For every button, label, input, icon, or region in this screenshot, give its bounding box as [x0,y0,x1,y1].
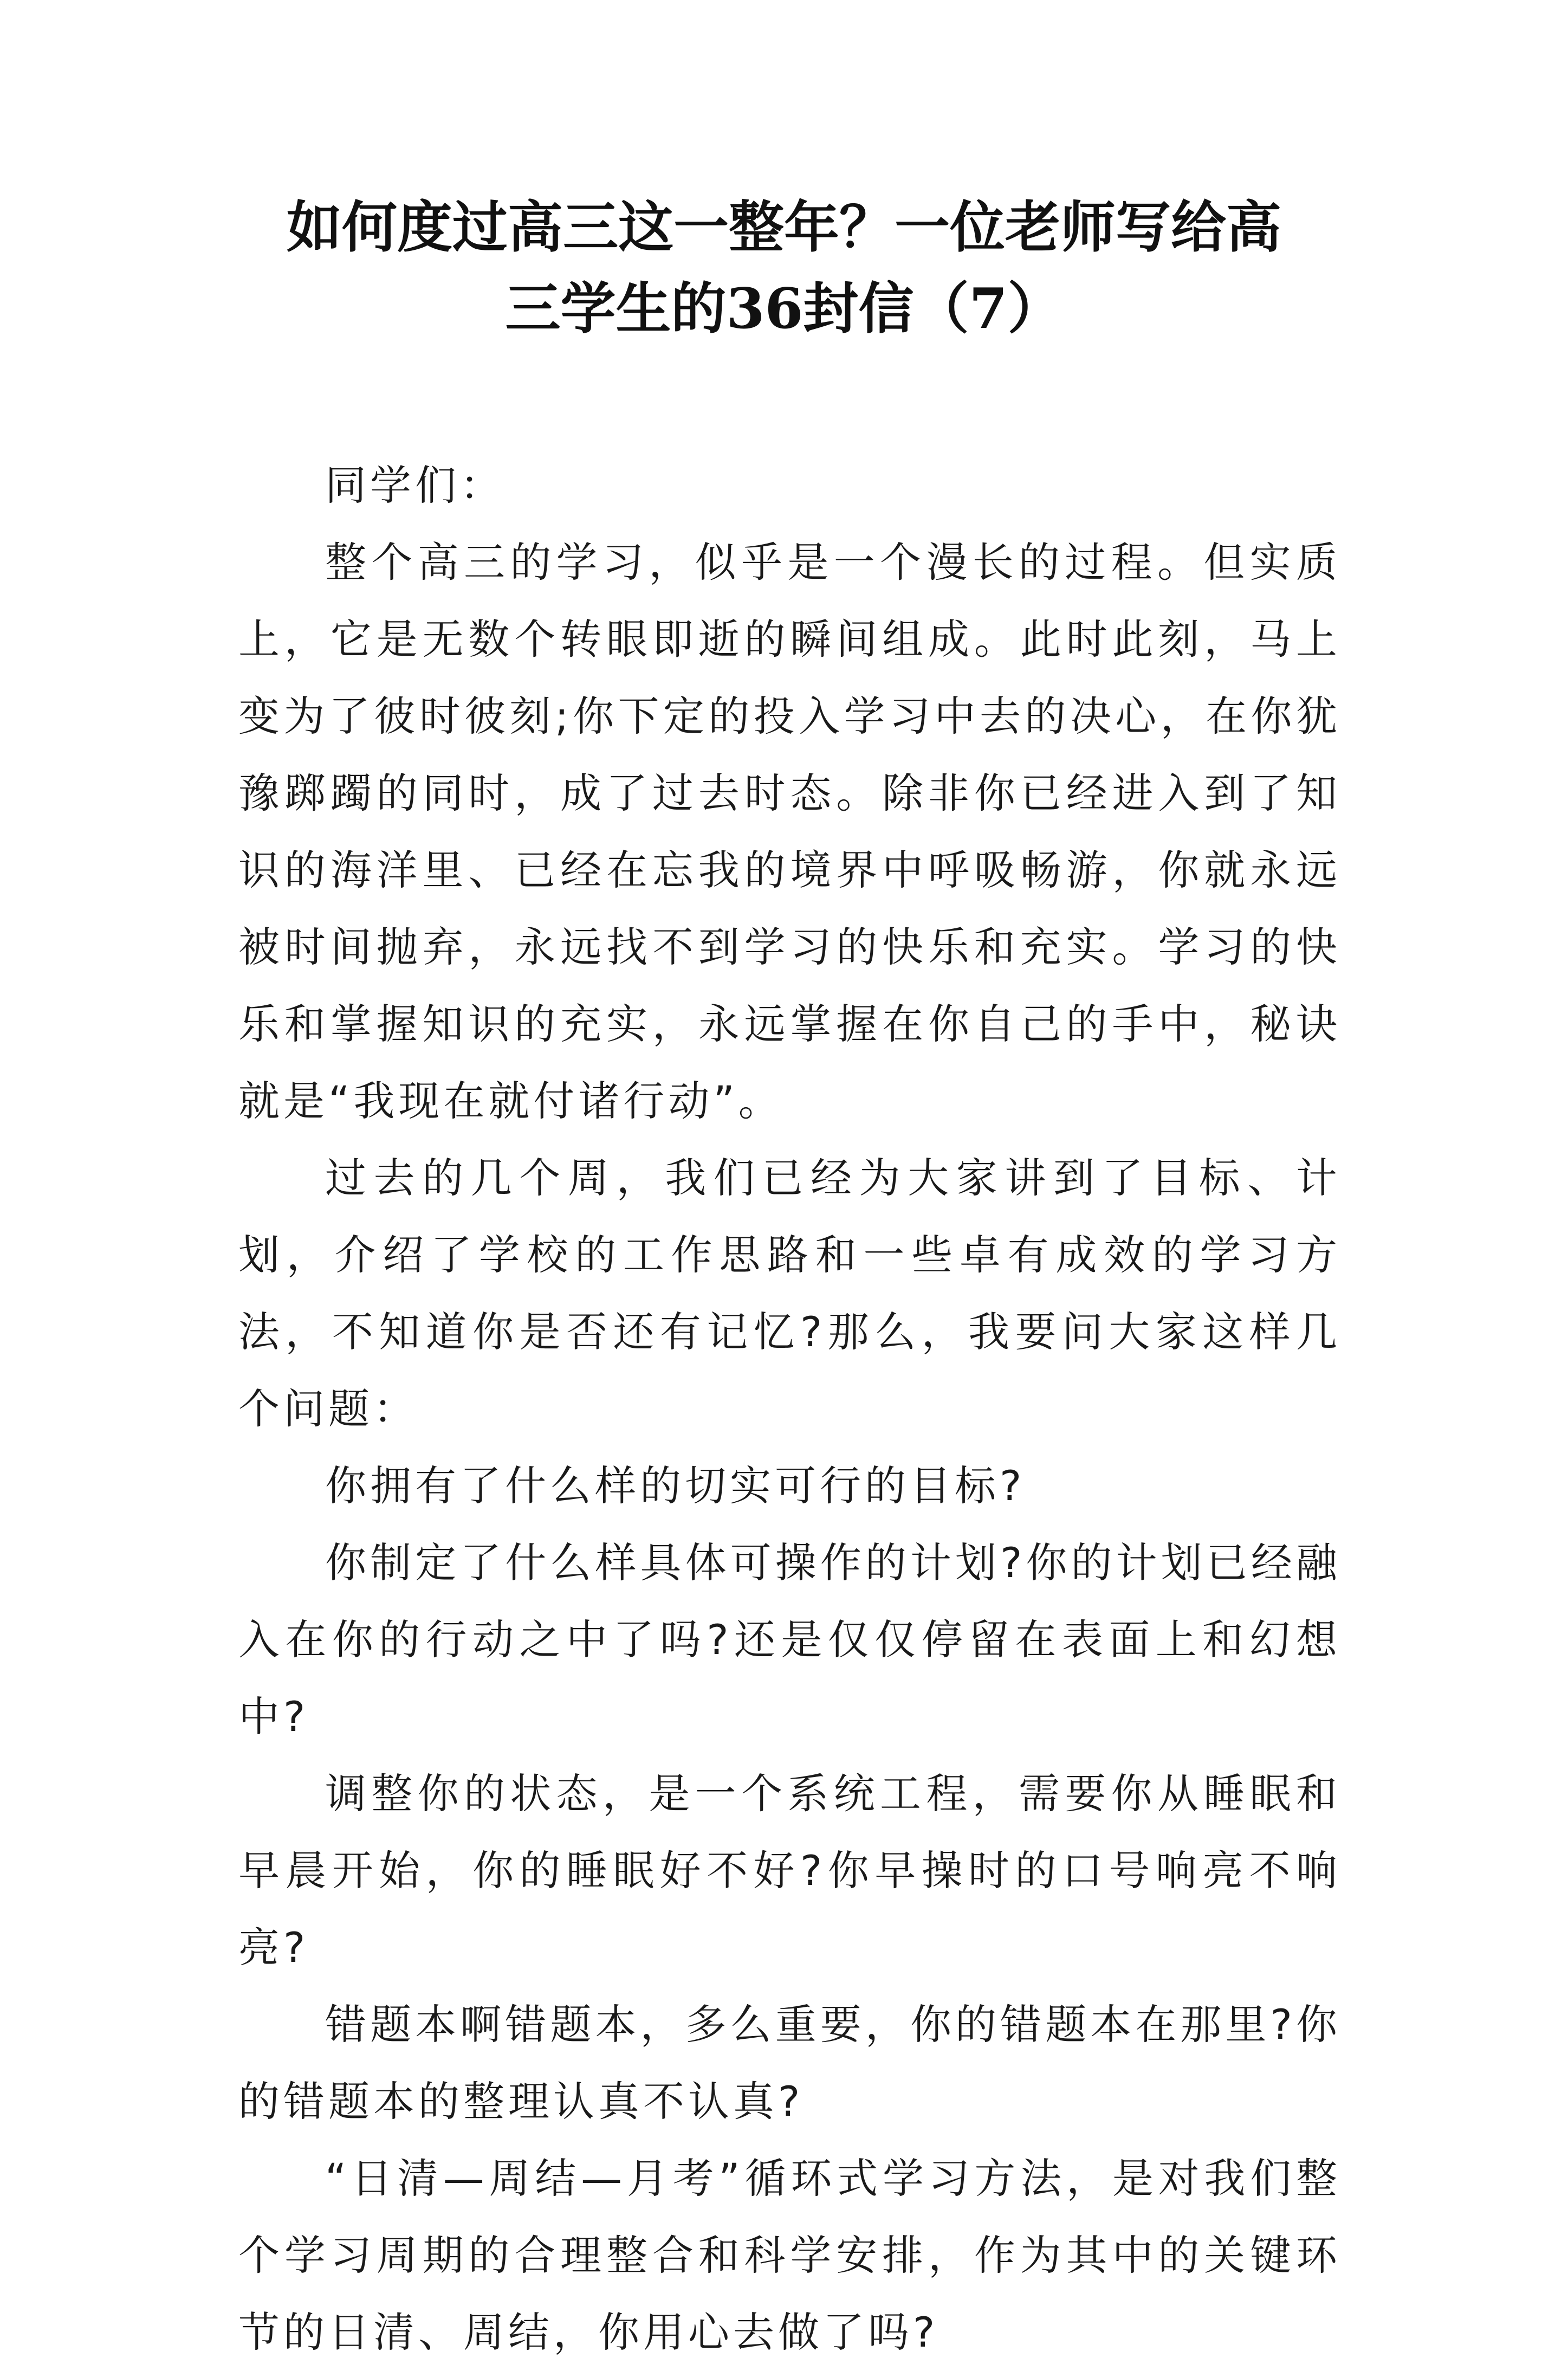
letter-body [238,447,1341,2371]
title-line-2: 三学生的36封信（7） [505,276,1063,341]
paragraph-1: 整个高三的学习，似乎是一个漫长的过程。但实质上，它是无数个转眼即逝的瞬间组成。此时此刻，马上变为了彼时彼刻;你下定的投入学习中去的决心，在你犹豫踯躅的同时，成了过去时态。除非你已经进入到了知识的海洋里、已经在忘我的境界中呼吸畅游，你就永远被时间抛弃，永远找不到学习的快乐和充实。学习的快乐和掌握知识的充实，永远掌握在你自己的手中，秘诀就是“我现在就付诸行动”。 [238,538,1341,1125]
paragraph-3: 你拥有了什么样的切实可行的目标? [325,1462,1026,1510]
salutation: 同学们： [325,461,505,509]
paragraph-6: 错题本啊错题本，多么重要，你的错题本在那里?你的错题本的整理认真不认真? [238,2000,1341,2125]
paragraph-4: 你制定了什么样具体可操作的计划?你的计划已经融入在你的行动之中了吗?还是仅仅停留在表面上和幻想中? [238,1539,1341,1741]
title-line-1: 如何度过高三这一整年？一位老师写给高 [287,195,1281,260]
page-title [163,187,1405,350]
paragraph-2: 过去的几个周，我们已经为大家讲到了目标、计划，介绍了学校的工作思路和一些卓有成效的学习方法，不知道你是否还有记忆?那么，我要问大家这样几个问题： [238,1154,1341,1433]
paragraph-7: “日清—周结—月考”循环式学习方法，是对我们整个学习周期的合理整合和科学安排，作为其中的关键环节的日清、周结，你用心去做了吗? [238,2154,1341,2356]
paragraph-5: 调整你的状态，是一个系统工程，需要你从睡眠和早晨开始，你的睡眠好不好?你早操时的口号响亮不响亮? [238,1769,1341,1972]
